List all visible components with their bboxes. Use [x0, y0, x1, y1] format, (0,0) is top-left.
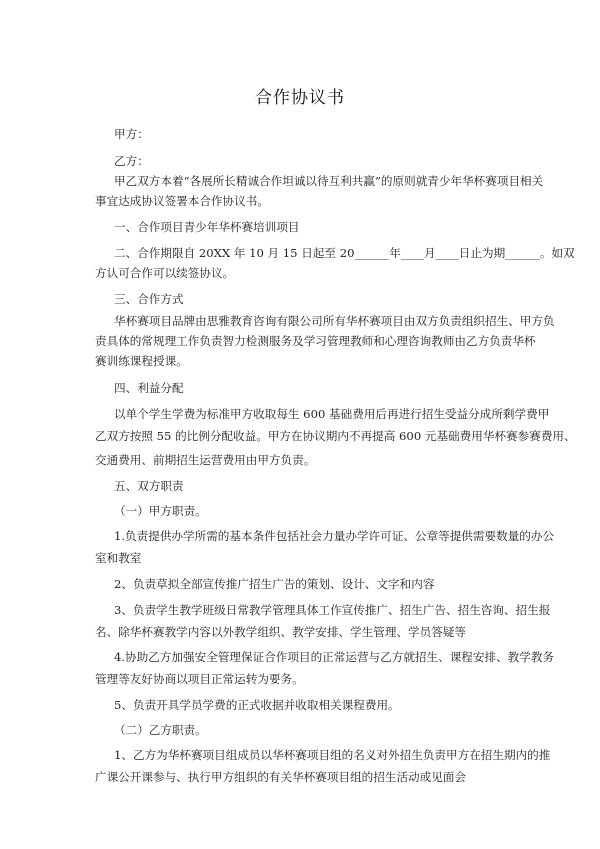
section-2-line-2: 方认可合作可以续签协议。 [95, 266, 235, 280]
section-3-heading: 三、合作方式 [114, 292, 184, 306]
section-4-line-3: 交通费用、前期招生运营费用由甲方负责。 [95, 453, 316, 467]
party-a-duty-4-line-2: 管理等友好协商以项目正常运转为要务。 [95, 672, 304, 686]
section-4-line-1: 以单个学生学费为标准甲方收取每生 600 基础费用后再进行招生受益分成所剩学费甲 [114, 407, 550, 421]
party-a-duty-1-line-1: 1.负责提供办学所需的基本条件包括社会力量办学许可证、公章等提供需要数量的办公 [114, 529, 555, 543]
party-a-duty-3-line-1: 3、负责学生教学班级日常教学管理具体工作宣传推广、招生广告、招生咨询、招生报 [114, 603, 551, 617]
party-a-line: 甲方： [114, 127, 149, 141]
party-b-duty-1-line-1: 1、乙方为华杯赛项目组成员以华杯赛项目组的名义对外招生负责甲方在招生期内的推 [114, 748, 551, 762]
party-a-duty-1-line-2: 室和教室 [95, 551, 142, 565]
party-a-duty-5: 5、负责开具学员学费的正式收据并收取相关课程费用。 [114, 698, 400, 712]
section-3-line-3: 赛训练课程授课。 [95, 354, 188, 368]
document-title: 合作协议书 [255, 88, 345, 108]
section-3-line-1: 华杯赛项目品牌由思雅教育咨询有限公司所有华杯赛项目由双方负责组织招生、甲方负 [114, 314, 555, 328]
party-a-duty-4-line-1: 4.协助乙方加强安全管理保证合作项目的正常运营与乙方就招生、课程安排、教学教务 [114, 650, 555, 664]
section-1-heading: 一、合作项目青少年华杯赛培训项目 [114, 220, 300, 234]
section-3-line-2: 责具体的常规理工作负责智力检测服务及学习管理教师和心理咨询教师由乙方负责华杯 [95, 334, 536, 348]
party-b-duty-1-line-2: 广课公开课参与、执行甲方组织的有关华杯赛项目组的招生活动或见面会 [95, 770, 467, 784]
party-a-duty-2: 2、负责草拟全部宣传推广招生广告的策划、设计、文字和内容 [114, 577, 435, 591]
party-b-duties-heading: （二）乙方职责。 [114, 723, 207, 737]
party-b-line: 乙方： [114, 154, 149, 168]
preamble-line-2: 事宜达成协议签署本合作协议书。 [95, 194, 269, 208]
section-5-heading: 五、双方职责 [114, 479, 184, 493]
section-2-line-1: 二、合作期限自 20XX 年 10 月 15 日起至 20______年____月____日止为期______。如双 [114, 246, 575, 260]
party-a-duties-heading: （一）甲方职责。 [114, 504, 207, 518]
section-4-heading: 四、利益分配 [114, 381, 184, 395]
section-4-line-2: 乙双方按照 55 的比例分配收益。甲方在协议期内不再提高 600 元基础费用华杯赛参赛费用、 [95, 429, 576, 443]
party-a-duty-3-line-2: 名、除华杯赛教学内容以外教学组织、教学安排、学生管理、学员答疑等 [95, 625, 467, 639]
preamble-line-1: 甲乙双方本着“各展所长精诚合作坦诚以待互利共赢”的原则就青少年华杯赛项目相关 [114, 174, 544, 188]
